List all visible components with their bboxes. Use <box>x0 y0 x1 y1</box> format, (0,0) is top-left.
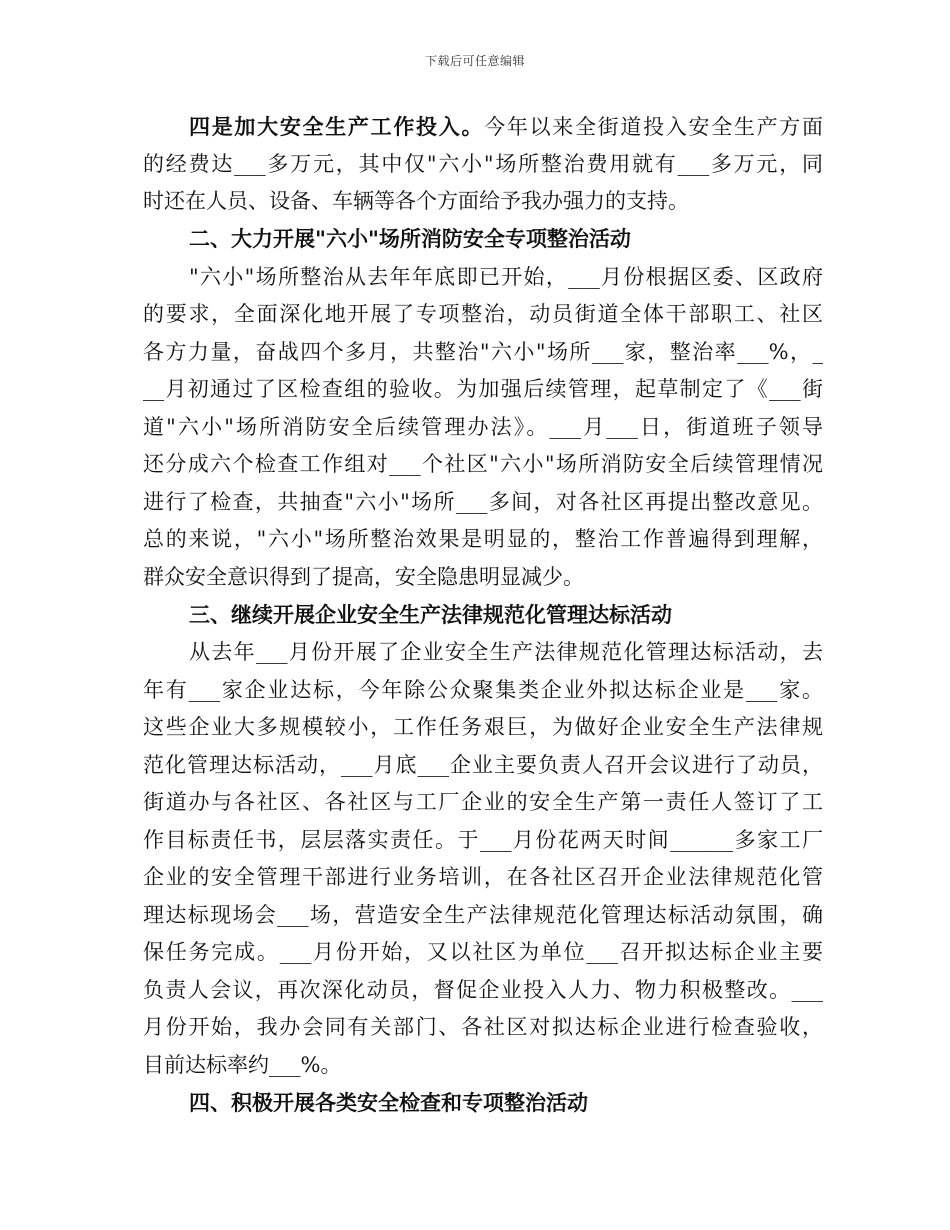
paragraph-line: 进行了检查，共抽查"六小"场所___多间，对各社区再提出整改意见。 <box>143 490 823 514</box>
paragraph-line: 目前达标率约___%。 <box>143 1053 342 1077</box>
paragraph-line: 从去年___月份开展了企业安全生产法律规范化管理达标活动，去 <box>189 640 823 664</box>
paragraph-line: 的要求，全面深化地开展了专项整治，动员街道全体干部职工、社区 <box>143 302 823 326</box>
paragraph-line: 各方力量，奋战四个多月，共整治"六小"场所___家，整治率___%，_ <box>143 340 823 364</box>
paragraph-line: 的经费达___多万元，其中仅"六小"场所整治费用就有___多万元，同 <box>143 152 823 176</box>
paragraph-line: __月初通过了区检查组的验收。为加强后续管理，起草制定了《___街 <box>143 377 823 401</box>
page-header-note: 下载后可任意编辑 <box>424 54 525 68</box>
section-heading: 二、大力开展"六小"场所消防安全专项整治活动 <box>189 226 631 251</box>
paragraph-line: 负责人会议，再次深化动员，督促企业投入人力、物力积极整改。___ <box>143 978 823 1002</box>
paragraph-line <box>143 108 823 146</box>
paragraph-line: 企业的安全管理干部进行业务培训，在各社区召开企业法律规范化管 <box>143 865 823 889</box>
paragraph-line: 时还在人员、设备、车辆等各个方面给予我办强力的支持。 <box>143 189 689 213</box>
paragraph-line: 理达标现场会___场，营造安全生产法律规范化管理达标活动氛围，确 <box>143 903 823 927</box>
paragraph-line: 总的来说，"六小"场所整治效果是明显的，整治工作普遍得到理解， <box>143 527 823 551</box>
line-text: 今年以来全街道投入安全生产方面 <box>484 115 824 139</box>
paragraph-line: 还分成六个检查工作组对___个社区"六小"场所消防安全后续管理情况 <box>143 452 823 476</box>
paragraph-line: 作目标责任书，层层落实责任。于___月份花两天时间______多家工厂 <box>143 828 823 852</box>
lead-bold-text: 四是加大安全生产工作投入。 <box>189 114 485 139</box>
paragraph-line: 这些企业大多规模较小，工作任务艰巨，为做好企业安全生产法律规 <box>143 715 823 739</box>
paragraph-line: 年有___家企业达标，今年除公众聚集类企业外拟达标企业是___家。 <box>143 678 823 702</box>
paragraph-line: 月份开始，我办会同有关部门、各社区对拟达标企业进行检查验收， <box>143 1015 823 1039</box>
paragraph-line: "六小"场所整治从去年年底即已开始，___月份根据区委、区政府 <box>189 265 823 289</box>
paragraph-line: 群众安全意识得到了提高，安全隐患明显减少。 <box>143 565 584 589</box>
section-heading: 四、积极开展各类安全检查和专项整治活动 <box>189 1090 588 1115</box>
paragraph-line: 街道办与各社区、各社区与工厂企业的安全生产第一责任人签订了工 <box>143 790 823 814</box>
paragraph-line: 范化管理达标活动，___月底___企业主要负责人召开会议进行了动员， <box>143 753 823 777</box>
paragraph-line: 道"六小"场所消防安全后续管理办法》。___月___日，街道班子领导 <box>143 415 823 439</box>
section-heading: 三、继续开展企业安全生产法律规范化管理达标活动 <box>189 602 672 627</box>
paragraph-line: 保任务完成。___月份开始，又以社区为单位___召开拟达标企业主要 <box>143 940 823 964</box>
